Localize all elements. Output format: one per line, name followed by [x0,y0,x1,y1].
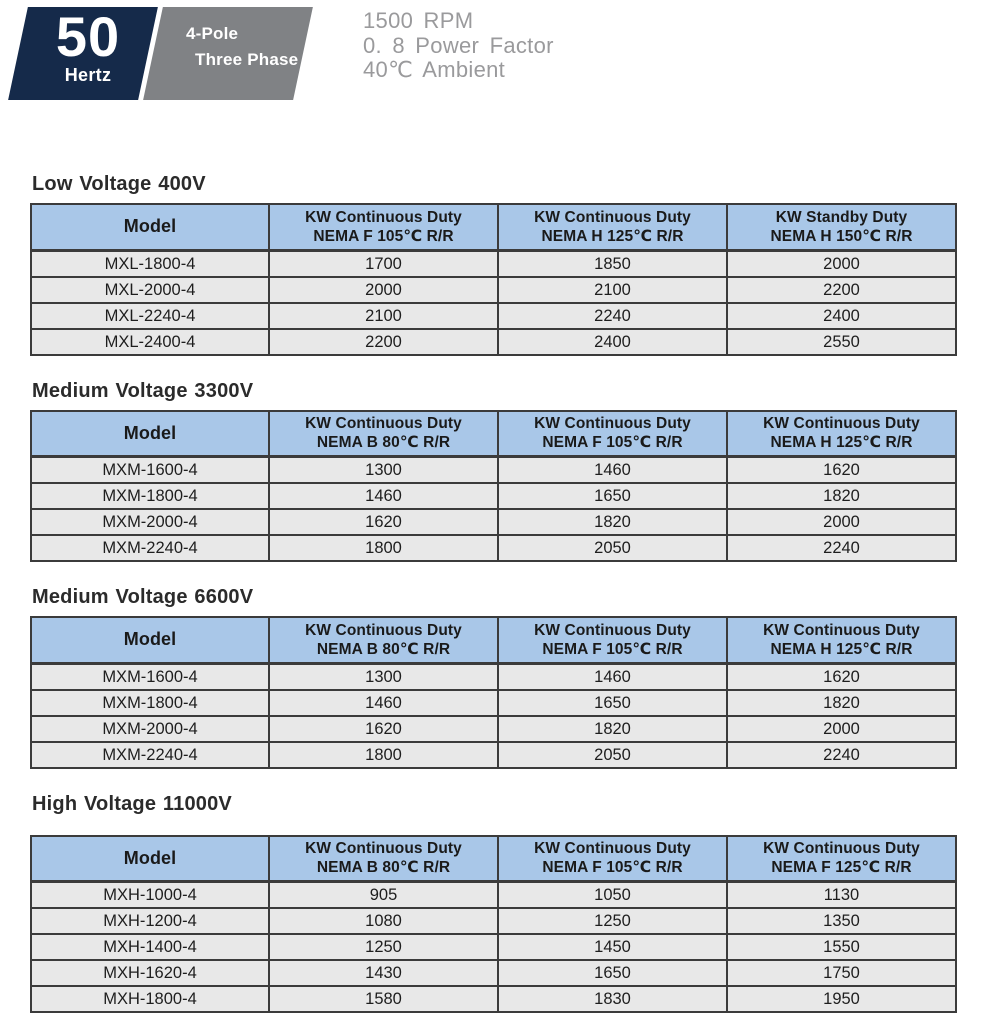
kw-column-header [269,411,498,457]
model-cell: MXH-1620-4 [31,960,269,986]
ratings-table-medium-voltage-3300 [30,410,957,563]
model-cell: MXL-1800-4 [31,250,269,277]
kw-value-cell: 2400 [498,329,727,355]
model-cell: MXM-2000-4 [31,509,269,535]
kw-value-cell: 1050 [498,882,727,909]
section-title: Medium Voltage 6600V [32,586,955,609]
column-header-line2: NEMA F 105℃ R/R [270,227,497,246]
model-cell: MXM-1600-4 [31,457,269,484]
column-header-line1: KW Continuous Duty [499,621,726,640]
header-row [31,204,956,250]
kw-value-cell: 1800 [269,742,498,768]
kw-column-header [269,836,498,882]
pole-phase-badge [186,21,298,73]
section-high-voltage-11000v [30,793,955,1013]
ratings-table-medium-voltage-6600 [30,616,957,769]
kw-value-cell: 1830 [498,986,727,1012]
model-cell: MXH-1200-4 [31,908,269,934]
kw-value-cell: 2050 [498,742,727,768]
kw-value-cell: 1460 [498,457,727,484]
column-header-line2: NEMA F 105℃ R/R [499,858,726,877]
table-row [31,457,956,484]
section-medium-voltage-6600v [30,586,955,769]
column-header-line1: KW Continuous Duty [270,621,497,640]
header-row [31,836,956,882]
header-banner [0,0,985,100]
column-header-line1: KW Continuous Duty [499,839,726,858]
column-header-line1: KW Continuous Duty [499,414,726,433]
column-header-line2: NEMA B 80℃ R/R [270,858,497,877]
kw-column-header [498,617,727,663]
kw-value-cell: 905 [269,882,498,909]
spec-rpm: 1500 RPM [363,9,554,34]
kw-value-cell: 1620 [727,457,956,484]
kw-value-cell: 1820 [727,483,956,509]
table-row [31,908,956,934]
column-header-line1: KW Standby Duty [728,208,955,227]
kw-value-cell: 1350 [727,908,956,934]
column-header-line1: KW Continuous Duty [270,839,497,858]
kw-value-cell: 1460 [269,690,498,716]
model-cell: MXH-1000-4 [31,882,269,909]
kw-value-cell: 1650 [498,483,727,509]
table-row [31,882,956,909]
column-header-line1: Model [32,217,268,236]
kw-value-cell: 2100 [269,303,498,329]
table-row [31,509,956,535]
frequency-value: 50 [38,8,138,66]
spec-ambient: 40℃ Ambient [363,58,554,83]
table-row [31,535,956,561]
column-header-line1: KW Continuous Duty [270,208,497,227]
column-header-line1: KW Continuous Duty [499,208,726,227]
model-cell: MXM-1800-4 [31,483,269,509]
kw-column-header [727,204,956,250]
kw-value-cell: 2000 [727,509,956,535]
section-low-voltage-400v [30,173,955,356]
model-cell: MXH-1400-4 [31,934,269,960]
column-header-line2: NEMA H 125℃ R/R [728,640,955,659]
kw-value-cell: 1820 [727,690,956,716]
model-column-header [31,411,269,457]
ratings-table-low-voltage [30,203,957,356]
kw-value-cell: 2200 [727,277,956,303]
table-row [31,690,956,716]
model-cell: MXL-2000-4 [31,277,269,303]
kw-value-cell: 1250 [498,908,727,934]
kw-value-cell: 1620 [269,509,498,535]
section-medium-voltage-3300v [30,380,955,563]
kw-column-header [498,411,727,457]
table-row [31,716,956,742]
column-header-line1: KW Continuous Duty [728,621,955,640]
kw-value-cell: 2240 [498,303,727,329]
model-column-header [31,836,269,882]
header-row [31,411,956,457]
table-row [31,986,956,1012]
kw-value-cell: 1080 [269,908,498,934]
table-row [31,483,956,509]
kw-value-cell: 2400 [727,303,956,329]
column-header-line2: NEMA H 125℃ R/R [728,433,955,452]
kw-value-cell: 1620 [269,716,498,742]
column-header-line1: KW Continuous Duty [728,414,955,433]
kw-value-cell: 1450 [498,934,727,960]
column-header-line1: KW Continuous Duty [728,839,955,858]
kw-column-header [269,617,498,663]
table-row [31,303,956,329]
kw-value-cell: 1850 [498,250,727,277]
column-header-line2: NEMA H 150℃ R/R [728,227,955,246]
table-row [31,250,956,277]
kw-value-cell: 1300 [269,457,498,484]
model-cell: MXM-1600-4 [31,663,269,690]
ratings-content [30,173,955,1013]
kw-value-cell: 2000 [269,277,498,303]
kw-column-header [727,836,956,882]
kw-value-cell: 1300 [269,663,498,690]
model-cell: MXM-2240-4 [31,742,269,768]
column-header-line1: Model [32,424,268,443]
column-header-line1: KW Continuous Duty [270,414,497,433]
kw-value-cell: 1650 [498,690,727,716]
section-title: High Voltage 11000V [32,793,955,816]
model-cell: MXM-2000-4 [31,716,269,742]
model-cell: MXM-2240-4 [31,535,269,561]
kw-value-cell: 1250 [269,934,498,960]
column-header-line2: NEMA B 80℃ R/R [270,640,497,659]
column-header-line2: NEMA H 125℃ R/R [499,227,726,246]
phase-label: Three Phase [195,47,298,73]
frequency-unit: Hertz [38,66,138,85]
kw-value-cell: 1460 [269,483,498,509]
section-title: Low Voltage 400V [32,173,955,196]
kw-column-header [269,204,498,250]
kw-value-cell: 1820 [498,716,727,742]
table-row [31,277,956,303]
kw-column-header [727,411,956,457]
kw-value-cell: 2240 [727,742,956,768]
column-header-line1: Model [32,849,268,868]
kw-value-cell: 1460 [498,663,727,690]
kw-value-cell: 1430 [269,960,498,986]
pole-label: 4-Pole [186,21,298,47]
column-header-line2: NEMA F 105℃ R/R [499,433,726,452]
kw-column-header [498,836,727,882]
kw-value-cell: 2550 [727,329,956,355]
ratings-table-high-voltage [30,835,957,1013]
kw-value-cell: 1950 [727,986,956,1012]
table-row [31,960,956,986]
kw-value-cell: 1650 [498,960,727,986]
section-title: Medium Voltage 3300V [32,380,955,403]
kw-column-header [727,617,956,663]
model-cell: MXL-2240-4 [31,303,269,329]
kw-value-cell: 1700 [269,250,498,277]
column-header-line2: NEMA F 105℃ R/R [499,640,726,659]
table-row [31,329,956,355]
table-row [31,934,956,960]
header-row [31,617,956,663]
column-header-line1: Model [32,630,268,649]
kw-value-cell: 1550 [727,934,956,960]
kw-column-header [498,204,727,250]
kw-value-cell: 1800 [269,535,498,561]
column-header-line2: NEMA F 125℃ R/R [728,858,955,877]
operating-specs [363,9,554,83]
model-column-header [31,617,269,663]
kw-value-cell: 2050 [498,535,727,561]
kw-value-cell: 1750 [727,960,956,986]
frequency-badge [38,8,138,85]
kw-value-cell: 1130 [727,882,956,909]
column-header-line2: NEMA B 80℃ R/R [270,433,497,452]
table-row [31,663,956,690]
model-cell: MXL-2400-4 [31,329,269,355]
kw-value-cell: 2000 [727,250,956,277]
table-row [31,742,956,768]
kw-value-cell: 2200 [269,329,498,355]
spec-power-factor: 0. 8 Power Factor [363,34,554,59]
kw-value-cell: 1580 [269,986,498,1012]
kw-value-cell: 1820 [498,509,727,535]
model-cell: MXH-1800-4 [31,986,269,1012]
kw-value-cell: 1620 [727,663,956,690]
kw-value-cell: 2100 [498,277,727,303]
model-cell: MXM-1800-4 [31,690,269,716]
model-column-header [31,204,269,250]
kw-value-cell: 2000 [727,716,956,742]
kw-value-cell: 2240 [727,535,956,561]
